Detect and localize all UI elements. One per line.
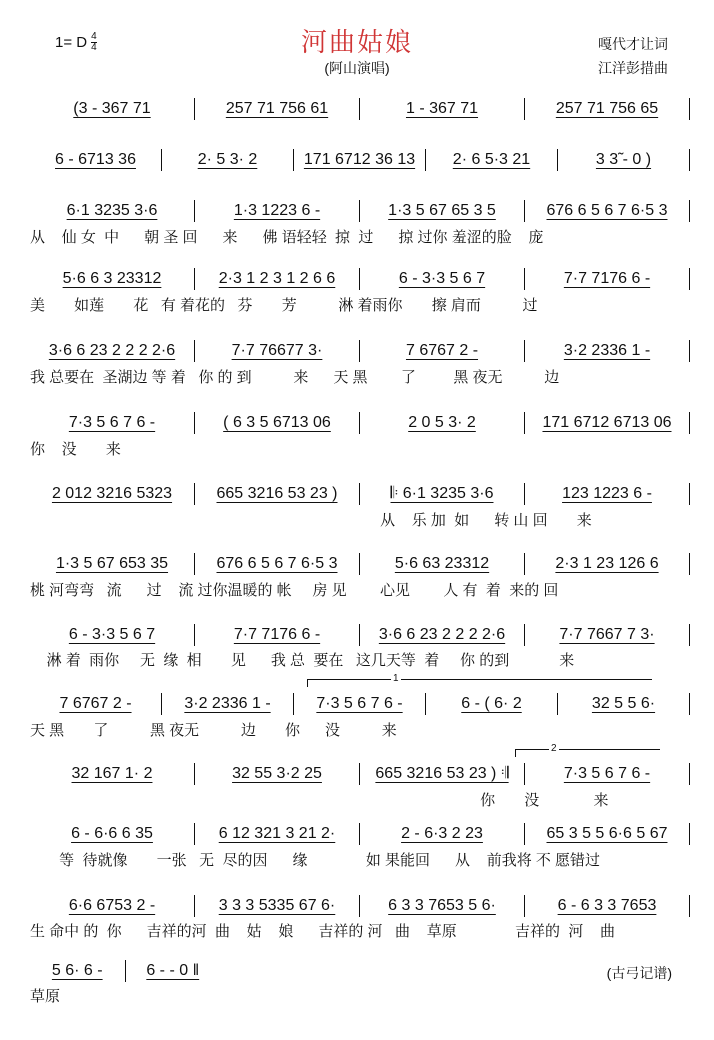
measure: 1 - 367 71 [405, 100, 479, 117]
measure: 3·2 2336 1 - [184, 695, 271, 712]
measure: 1·3 5 67 65 3 5 [388, 202, 496, 219]
measure: 6 - ( 6· 2 [461, 695, 522, 712]
measure: 2· 6 5·3 21 [452, 151, 531, 168]
song-title: 河曲姑娘 [300, 27, 413, 57]
lyric-line: 草原 [30, 988, 61, 1005]
measure: 6 12 321 3 21 2· [218, 825, 336, 842]
measure: 7·7 7667 7 3· [559, 626, 655, 643]
bar-line [689, 200, 690, 222]
measure: 6 3 3 7653 5 6· [388, 897, 496, 914]
measure: 3 3 3 5335 67 6· [218, 897, 336, 914]
measure: 2· 5 3· 2 [197, 151, 258, 168]
measure: 676 6 5 6 7 6·5 3 [546, 202, 668, 219]
measure: 2 012 3216 5323 [51, 485, 173, 502]
bar-line [689, 483, 690, 505]
measure: (3 - 367 71 [73, 100, 151, 117]
volta-bracket-2-edge [515, 749, 516, 757]
measure: 7·3 5 6 7 6 - [316, 695, 403, 712]
measure: 3·2 2336 1 - [563, 342, 651, 359]
measure: 5·6 6 3 23312 [62, 270, 162, 287]
bar-line [689, 895, 690, 917]
notation-line [30, 98, 690, 120]
measure: 3·6 6 23 2 2 2 2·6 [378, 626, 506, 643]
measure: 171 6712 36 13 [303, 151, 416, 168]
bar-line [689, 412, 690, 434]
volta-bracket-1-edge [307, 679, 308, 687]
volta-bracket-2 [515, 749, 660, 750]
measure: 123 1223 6 - [562, 485, 652, 502]
measure: 32 55 3·2 25 [232, 765, 322, 782]
bar-line [689, 763, 690, 785]
notation-line [30, 823, 690, 845]
bar-line [689, 693, 690, 715]
measure: 3·6 6 23 2 2 2 2·6 [48, 342, 176, 359]
measure: 257 71 756 65 [555, 100, 659, 117]
lyric-line: 你 没 来 [30, 792, 609, 809]
measure: 665 3216 53 23 ) [216, 485, 338, 502]
measure: 6 - - 0 ‖ [146, 962, 200, 979]
notation-line [30, 763, 690, 785]
bar-line [689, 149, 690, 171]
notation-line [30, 483, 690, 505]
lyric-line: 桃 河弯弯 流 过 流 过你温暖的 帐 房 见 心见 人 有 着 来的 回 [30, 582, 559, 599]
measure: 5·6 63 23312 [394, 555, 490, 572]
measure: 665 3216 53 23 ) 𝄇 [375, 765, 509, 782]
measure: 7 6767 2 - [405, 342, 479, 359]
lyric-line: 等 待就像 一张 无 尽的因 缘 如 果能回 从 前我将 不 愿错过 [30, 852, 601, 869]
measure: 7 6767 2 - [59, 695, 132, 712]
time-bottom: 4 [91, 42, 97, 53]
notation-line [30, 200, 690, 222]
measure: 1·3 1223 6 - [233, 202, 321, 219]
measure: 7·3 5 6 7 6 - [68, 414, 156, 431]
measure: 6 - 3·3 5 6 7 [68, 626, 156, 643]
lyricist: 嘎代才让词 [598, 36, 668, 52]
lyric-line: 美 如莲 花 有 着花的 芬 芳 淋 着雨你 擦 肩而 过 [30, 297, 538, 314]
measure: ( 6 3 5 6713 06 [223, 414, 331, 431]
volta-bracket-1 [307, 679, 652, 680]
bar-line [689, 624, 690, 646]
measure: 171 6712 6713 06 [542, 414, 672, 431]
volta-label-2: 2 [551, 743, 557, 754]
notation-line [30, 340, 690, 362]
measure: 7·7 7176 6 - [563, 270, 651, 287]
measure: 6 - 6·6 6 35 [71, 825, 153, 842]
measure: 676 6 5 6 7 6·5 3 [216, 555, 338, 572]
notation-line [30, 693, 690, 715]
bar-line [689, 340, 690, 362]
measure: 2 0 5 3· 2 [408, 414, 476, 431]
measure: 𝄆 6·1 3235 3·6 [390, 485, 494, 502]
measure: 6 - 3·3 5 6 7 [398, 270, 486, 287]
notation-line [30, 624, 690, 646]
measure: 7·7 7176 6 - [233, 626, 321, 643]
lyric-line: 天 黑 了 黑 夜无 边 你 没 来 [30, 722, 397, 739]
bar-line [689, 98, 690, 120]
measure: 6 - 6713 36 [55, 151, 136, 168]
bar-line [689, 823, 690, 845]
lyric-line: 我 总要在 圣湖边 等 着 你 的 到 来 天 黑 了 黑 夜无 边 [30, 369, 560, 386]
measure: 2·3 1 2 3 1 2 6 6 [218, 270, 336, 287]
lyric-line: 从 仙 女 中 朝 圣 回 来 佛 语轻轻 掠 过 掠 过你 羞涩的脸 庞 [30, 229, 544, 246]
notation-line [30, 412, 690, 434]
time-top: 4 [91, 31, 97, 42]
measure: 32 167 1· 2 [71, 765, 153, 782]
notation-line [30, 960, 220, 982]
composer: 江洋彭措曲 [598, 60, 668, 76]
bar-line [689, 553, 690, 575]
bar-line [689, 268, 690, 290]
lyric-line: 生 命中 的 你 吉祥的河 曲 姑 娘 吉祥的 河 曲 草原 吉祥的 河 曲 [30, 923, 616, 940]
notation-line [30, 553, 690, 575]
measure: 7·3 5 6 7 6 - [563, 765, 651, 782]
measure: 5 6· 6 - [51, 962, 103, 979]
transcriber-note: (古弓记谱) [606, 965, 672, 981]
measure: 32 5 5 6· [591, 695, 656, 712]
measure: 6 - 6 3 3 7653 [557, 897, 657, 914]
measure: 3 3̃ - 0 ) [595, 151, 652, 168]
lyric-line: 淋 着 雨你 无 缘 相 见 我 总 要在 这几天等 着 你 的到 来 [30, 652, 575, 669]
performer: (阿山演唱) [324, 60, 390, 76]
measure: 257 71 756 61 [225, 100, 329, 117]
measure: 6·6 6753 2 - [68, 897, 156, 914]
volta-label-1: 1 [393, 673, 399, 684]
measure: 2 - 6·3 2 23 [401, 825, 483, 842]
notation-line [30, 149, 690, 171]
measure: 65 3 5 5 6·6 5 67 [546, 825, 668, 842]
lyric-line: 你 没 来 [30, 441, 121, 458]
notation-line [30, 268, 690, 290]
measure: 2·3 1 23 126 6 [555, 555, 659, 572]
measure: 1·3 5 67 653 35 [55, 555, 169, 572]
measure: 6·1 3235 3·6 [66, 202, 158, 219]
key-label: 1= D [55, 34, 88, 51]
measure: 7·7 76677 3· [231, 342, 323, 359]
notation-line [30, 895, 690, 917]
lyric-line: 从 乐 加 如 转 山 回 来 [30, 512, 592, 529]
